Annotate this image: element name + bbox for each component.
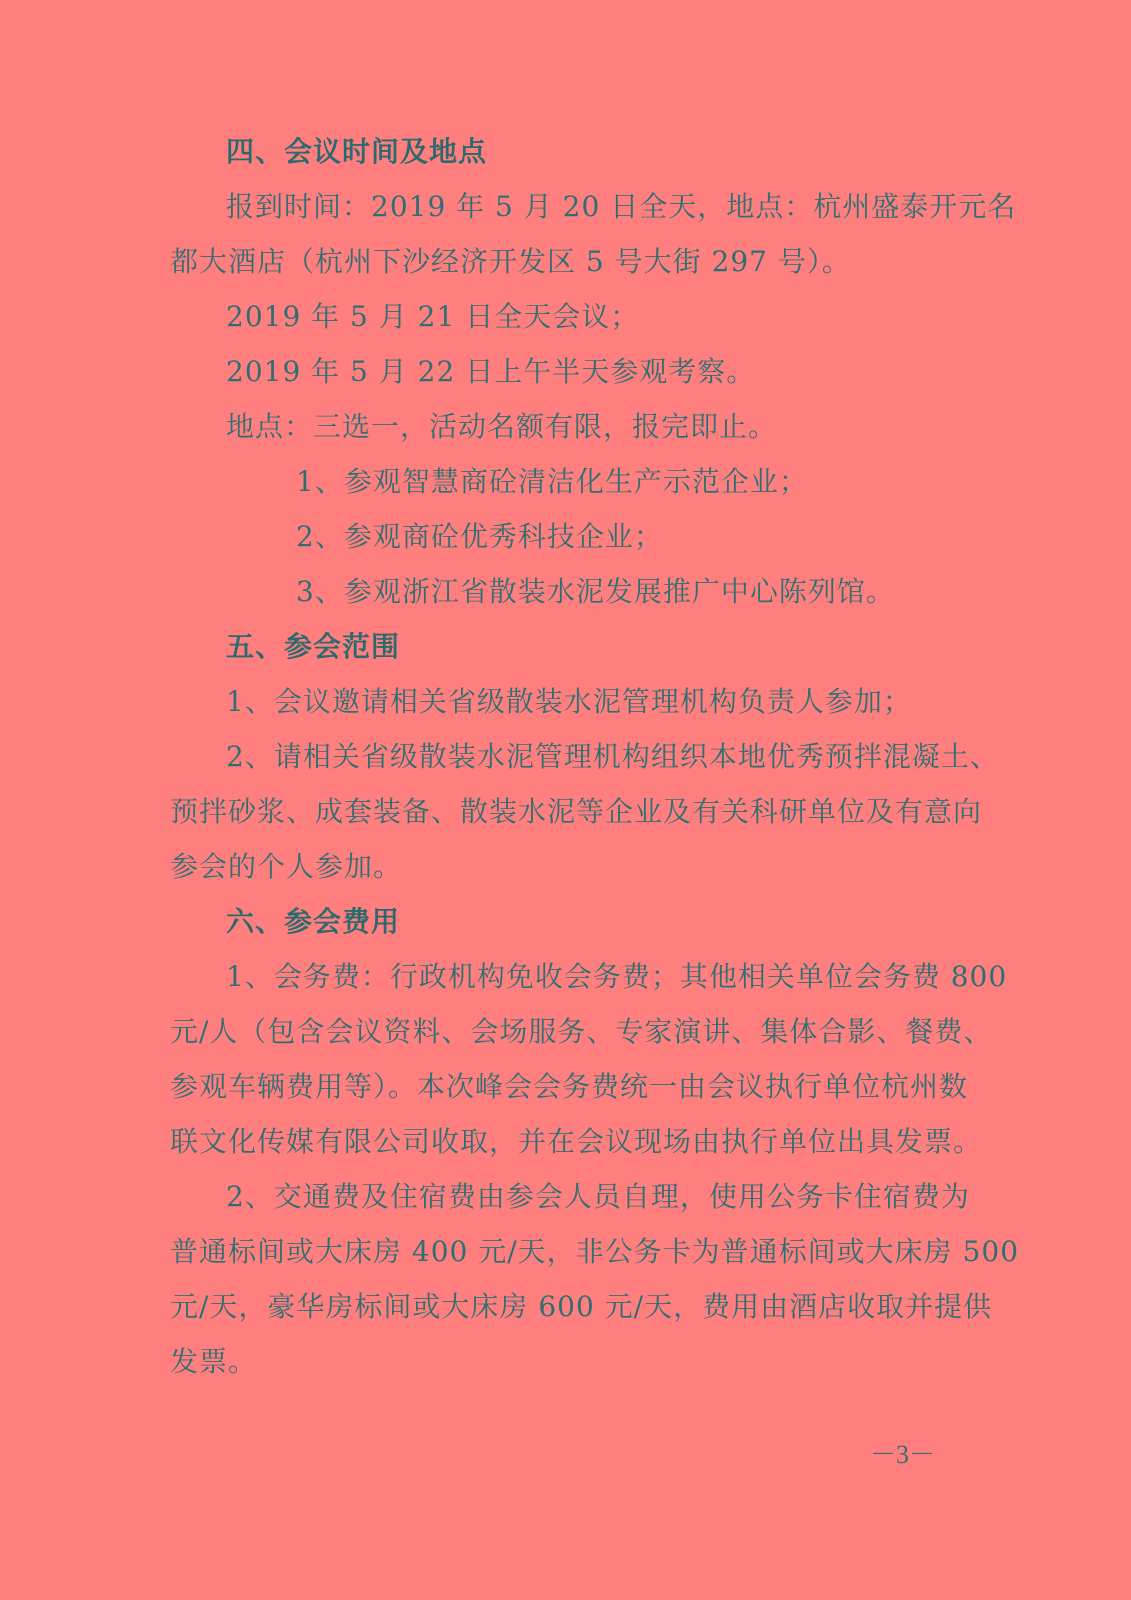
fee-item-2-line-3: 元/天，豪华房标间或大床房 600 元/天，费用由酒店收取并提供 — [170, 1290, 993, 1323]
fee-item-2-line-2: 普通标间或大床房 400 元/天，非公务卡为普通标间或大床房 500 — [170, 1235, 1020, 1268]
scope-item-1: 1、会议邀请相关省级散装水泥管理机构负责人参加； — [226, 685, 912, 718]
section-heading-meeting-time-location: 四、会议时间及地点 — [226, 135, 488, 168]
report-time-line-2: 都大酒店（杭州下沙经济开发区 5 号大街 297 号）。 — [170, 245, 851, 278]
visit-day-22: 2019 年 5 月 22 日上午半天参观考察。 — [226, 355, 756, 388]
fee-item-1-line-3: 参观车辆费用等）。本次峰会会务费统一由会议执行单位杭州数 — [170, 1070, 969, 1103]
visit-option-2: 2、参观商砼优秀科技企业； — [296, 520, 663, 553]
fee-item-1-line-4: 联文化传媒有限公司收取，并在会议现场由执行单位出具发票。 — [170, 1125, 983, 1158]
scope-item-2-line-2: 预拌砂浆、成套装备、散装水泥等企业及有关科研单位及有意向 — [170, 795, 983, 828]
fee-item-2-line-1: 2、交通费及住宿费由参会人员自理，使用公务卡住宿费为 — [226, 1180, 970, 1213]
fee-item-1-line-1: 1、会务费：行政机构免收会务费；其他相关单位会务费 800 — [226, 960, 1008, 993]
section-heading-participation-scope: 五、参会范围 — [226, 630, 401, 663]
report-time-line-1: 报到时间：2019 年 5 月 20 日全天，地点：杭州盛泰开元名 — [226, 190, 1017, 223]
fee-item-2-line-4: 发票。 — [170, 1345, 258, 1378]
location-note: 地点：三选一，活动名额有限，报完即止。 — [226, 410, 778, 443]
fee-item-1-line-2: 元/人（包含会议资料、会场服务、专家演讲、集体合影、餐费、 — [170, 1015, 993, 1048]
section-heading-participation-fees: 六、参会费用 — [226, 905, 401, 938]
visit-option-3: 3、参观浙江省散装水泥发展推广中心陈列馆。 — [296, 575, 895, 608]
scope-item-2-line-3: 参会的个人参加。 — [170, 850, 403, 883]
page-number: －3－ — [869, 1440, 935, 1469]
visit-option-1: 1、参观智慧商砼清洁化生产示范企业； — [296, 465, 808, 498]
document-page — [170, 124, 1020, 1389]
scope-item-2-line-1: 2、请相关省级散装水泥管理机构组织本地优秀预拌混凝土、 — [226, 740, 999, 773]
meeting-day-21: 2019 年 5 月 21 日全天会议； — [226, 300, 640, 333]
